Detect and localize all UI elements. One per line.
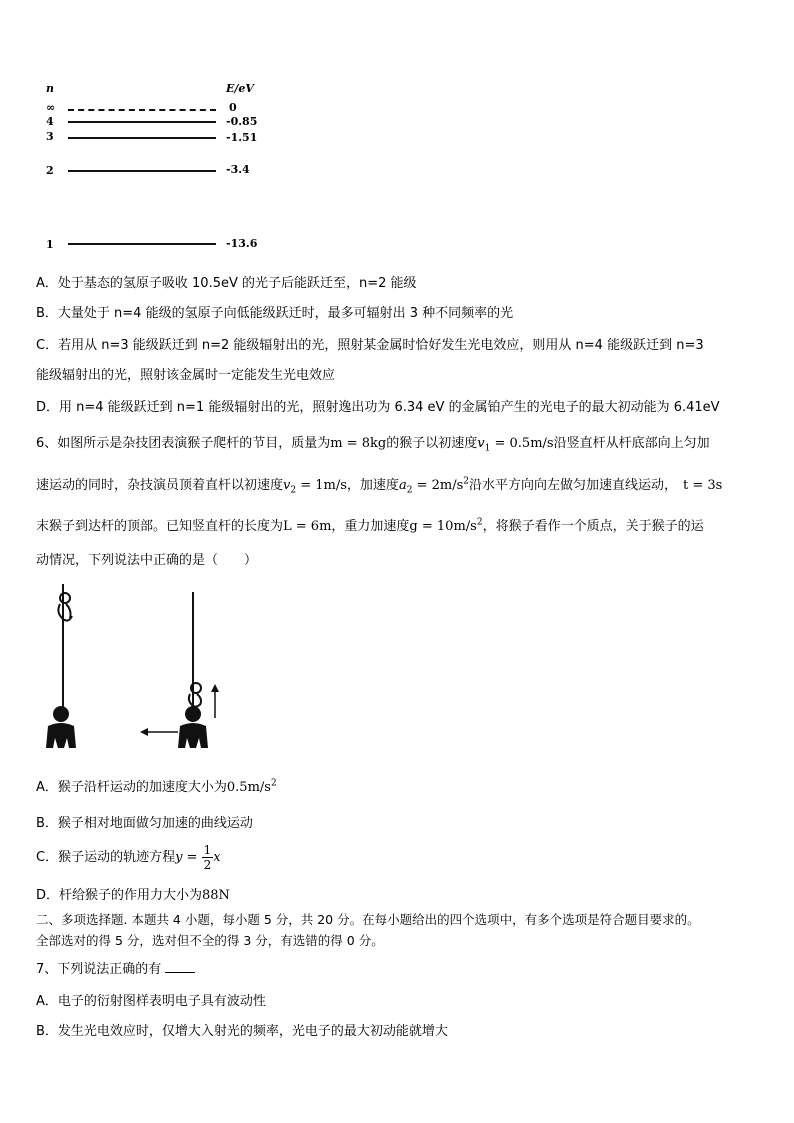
- q6-option-c-y: y =: [175, 850, 198, 865]
- q5-option-d: D．用 n=4 能级跃迁到 n=1 能级辐射出的光，照射逸出功为 6.34 eV 的金属铂产生的光电子的最大初动能为 6.41eV: [36, 400, 720, 415]
- level-line-4: [68, 121, 216, 123]
- q6-v2-value: = 1m/s: [296, 478, 347, 493]
- level-n-3: 3: [46, 130, 54, 143]
- level-n-2: 2: [46, 164, 54, 177]
- level-e-1: -13.6: [226, 237, 258, 250]
- q6-option-c: [36, 843, 221, 872]
- q6-option-a: [36, 776, 277, 795]
- q5-option-b: B．大量处于 n=4 能级的氢原子向低能级跃迁时，最多可辐射出 3 种不同频率的光: [36, 306, 514, 321]
- q6-text: ，重力加速度: [331, 519, 410, 534]
- q6-text: 沿水平方向向左做匀加速直线运动，: [468, 478, 677, 493]
- q7-stem: [36, 958, 195, 977]
- performer-left-icon: [46, 706, 76, 748]
- q6-mass: m = 8kg: [330, 436, 387, 451]
- q6-option-a-text: A．猴子沿杆运动的加速度大小为: [36, 780, 227, 795]
- q5-option-a: A．处于基态的氢原子吸收 10.5eV 的光子后能跃迁至，n=2 能级: [36, 276, 417, 291]
- level-e-3: -1.51: [226, 131, 258, 144]
- axis-n-label: n: [46, 82, 54, 95]
- q6-time: t = 3s: [683, 478, 723, 493]
- q6-text: 末猴子到达杆的顶部。已知竖直杆的长度为: [36, 519, 284, 534]
- q6-stem-line4: 动情况，下列说法中正确的是（ ）: [36, 553, 258, 568]
- level-e-inf: 0: [229, 101, 237, 114]
- level-line-1: [68, 243, 216, 245]
- q6-v1-symbol: v: [477, 436, 485, 451]
- axis-e-label: E/eV: [226, 82, 254, 95]
- q6-text: ，加速度: [346, 478, 399, 493]
- q6-a2-sup: 2: [463, 476, 469, 487]
- level-line-3: [68, 137, 216, 139]
- q6-text: 速运动的同时，杂技演员顶着直杆以初速度: [36, 478, 284, 493]
- q6-option-c-x: x: [213, 850, 221, 865]
- q6-option-c-text: C．猴子运动的轨迹方程: [36, 850, 176, 865]
- level-n-1: 1: [46, 238, 54, 251]
- q6-stem-line2: [36, 474, 722, 496]
- q6-option-c-fraction: [202, 843, 214, 872]
- level-line-2: [68, 170, 216, 172]
- q6-option-d-text: D．杆给猴子的作用力大小为: [36, 888, 203, 903]
- q6-option-d: [36, 884, 230, 903]
- q7-option-b: B．发生光电效应时，仅增大入射光的频率，光电子的最大初动能就增大: [36, 1024, 448, 1039]
- q6-text: ，将猴子看作一个质点，关于猴子的运: [482, 519, 704, 534]
- monkey-pole-figure: [36, 582, 246, 757]
- q5-option-c-line1: C．若用从 n=3 能级跃迁到 n=2 能级辐射出的光，照射某金属时恰好发生光电效应，则用从 n=4 能级跃迁到 n=3: [36, 338, 704, 353]
- q6-v1-value: = 0.5m/s: [490, 436, 554, 451]
- arrow-left-icon: [140, 728, 178, 736]
- q6-gravity-sup: 2: [476, 517, 483, 528]
- q6-text: 的猴子以初速度: [386, 436, 478, 451]
- monkey-bottom-icon: [189, 683, 201, 707]
- q6-stem-line1: [36, 432, 710, 454]
- level-e-2: -3.4: [226, 163, 250, 176]
- q6-text: 沿竖直杆从杆底部向上匀加: [553, 436, 710, 451]
- q6-option-a-value: 0.5m/s: [226, 780, 271, 795]
- q6-stem-line3: [36, 515, 704, 534]
- q6-v1-sub: 1: [484, 443, 491, 454]
- q6-gravity: g = 10m/s: [409, 519, 477, 534]
- q6-v2-symbol: v: [283, 478, 291, 493]
- q7-option-a: A．电子的衍射图样表明电子具有波动性: [36, 994, 266, 1009]
- q6-length: L = 6m: [283, 519, 332, 534]
- q6-option-d-value: 88N: [202, 888, 230, 903]
- fraction-numerator: 1: [203, 843, 212, 857]
- arrow-up-icon: [211, 684, 219, 718]
- section2-line2: 全部选对的得 5 分，选对但不全的得 3 分，有选错的得 0 分。: [36, 933, 384, 948]
- q6-option-b: B．猴子相对地面做匀加速的曲线运动: [36, 816, 253, 831]
- fraction-denominator: 2: [203, 858, 212, 872]
- answer-blank[interactable]: [165, 960, 195, 973]
- q6-a2-symbol: a: [398, 478, 407, 493]
- level-n-inf: ∞: [46, 101, 56, 114]
- q5-option-c-line2: 能级辐射出的光，照射该金属时一定能发生光电效应: [36, 368, 336, 383]
- monkey-top-icon: [58, 593, 72, 621]
- q6-option-a-sup: 2: [270, 778, 277, 789]
- performer-right-icon: [178, 706, 208, 748]
- level-n-4: 4: [46, 115, 54, 128]
- section2-line1: 二、多项选择题. 本题共 4 小题，每小题 5 分，共 20 分。在每小题给出的四个选项中，有多个选项是符合题目要求的。: [36, 912, 700, 927]
- q6-a2-value: = 2m/s: [412, 478, 464, 493]
- q6-text: 6、如图所示是杂技团表演猴子爬杆的节目，质量为: [36, 436, 331, 451]
- level-e-4: -0.85: [226, 115, 258, 128]
- q6-a2-sub: 2: [406, 485, 413, 496]
- q7-stem-text: 7、下列说法正确的有: [36, 962, 162, 977]
- q6-v2-sub: 2: [290, 485, 297, 496]
- level-line-inf: [68, 109, 216, 111]
